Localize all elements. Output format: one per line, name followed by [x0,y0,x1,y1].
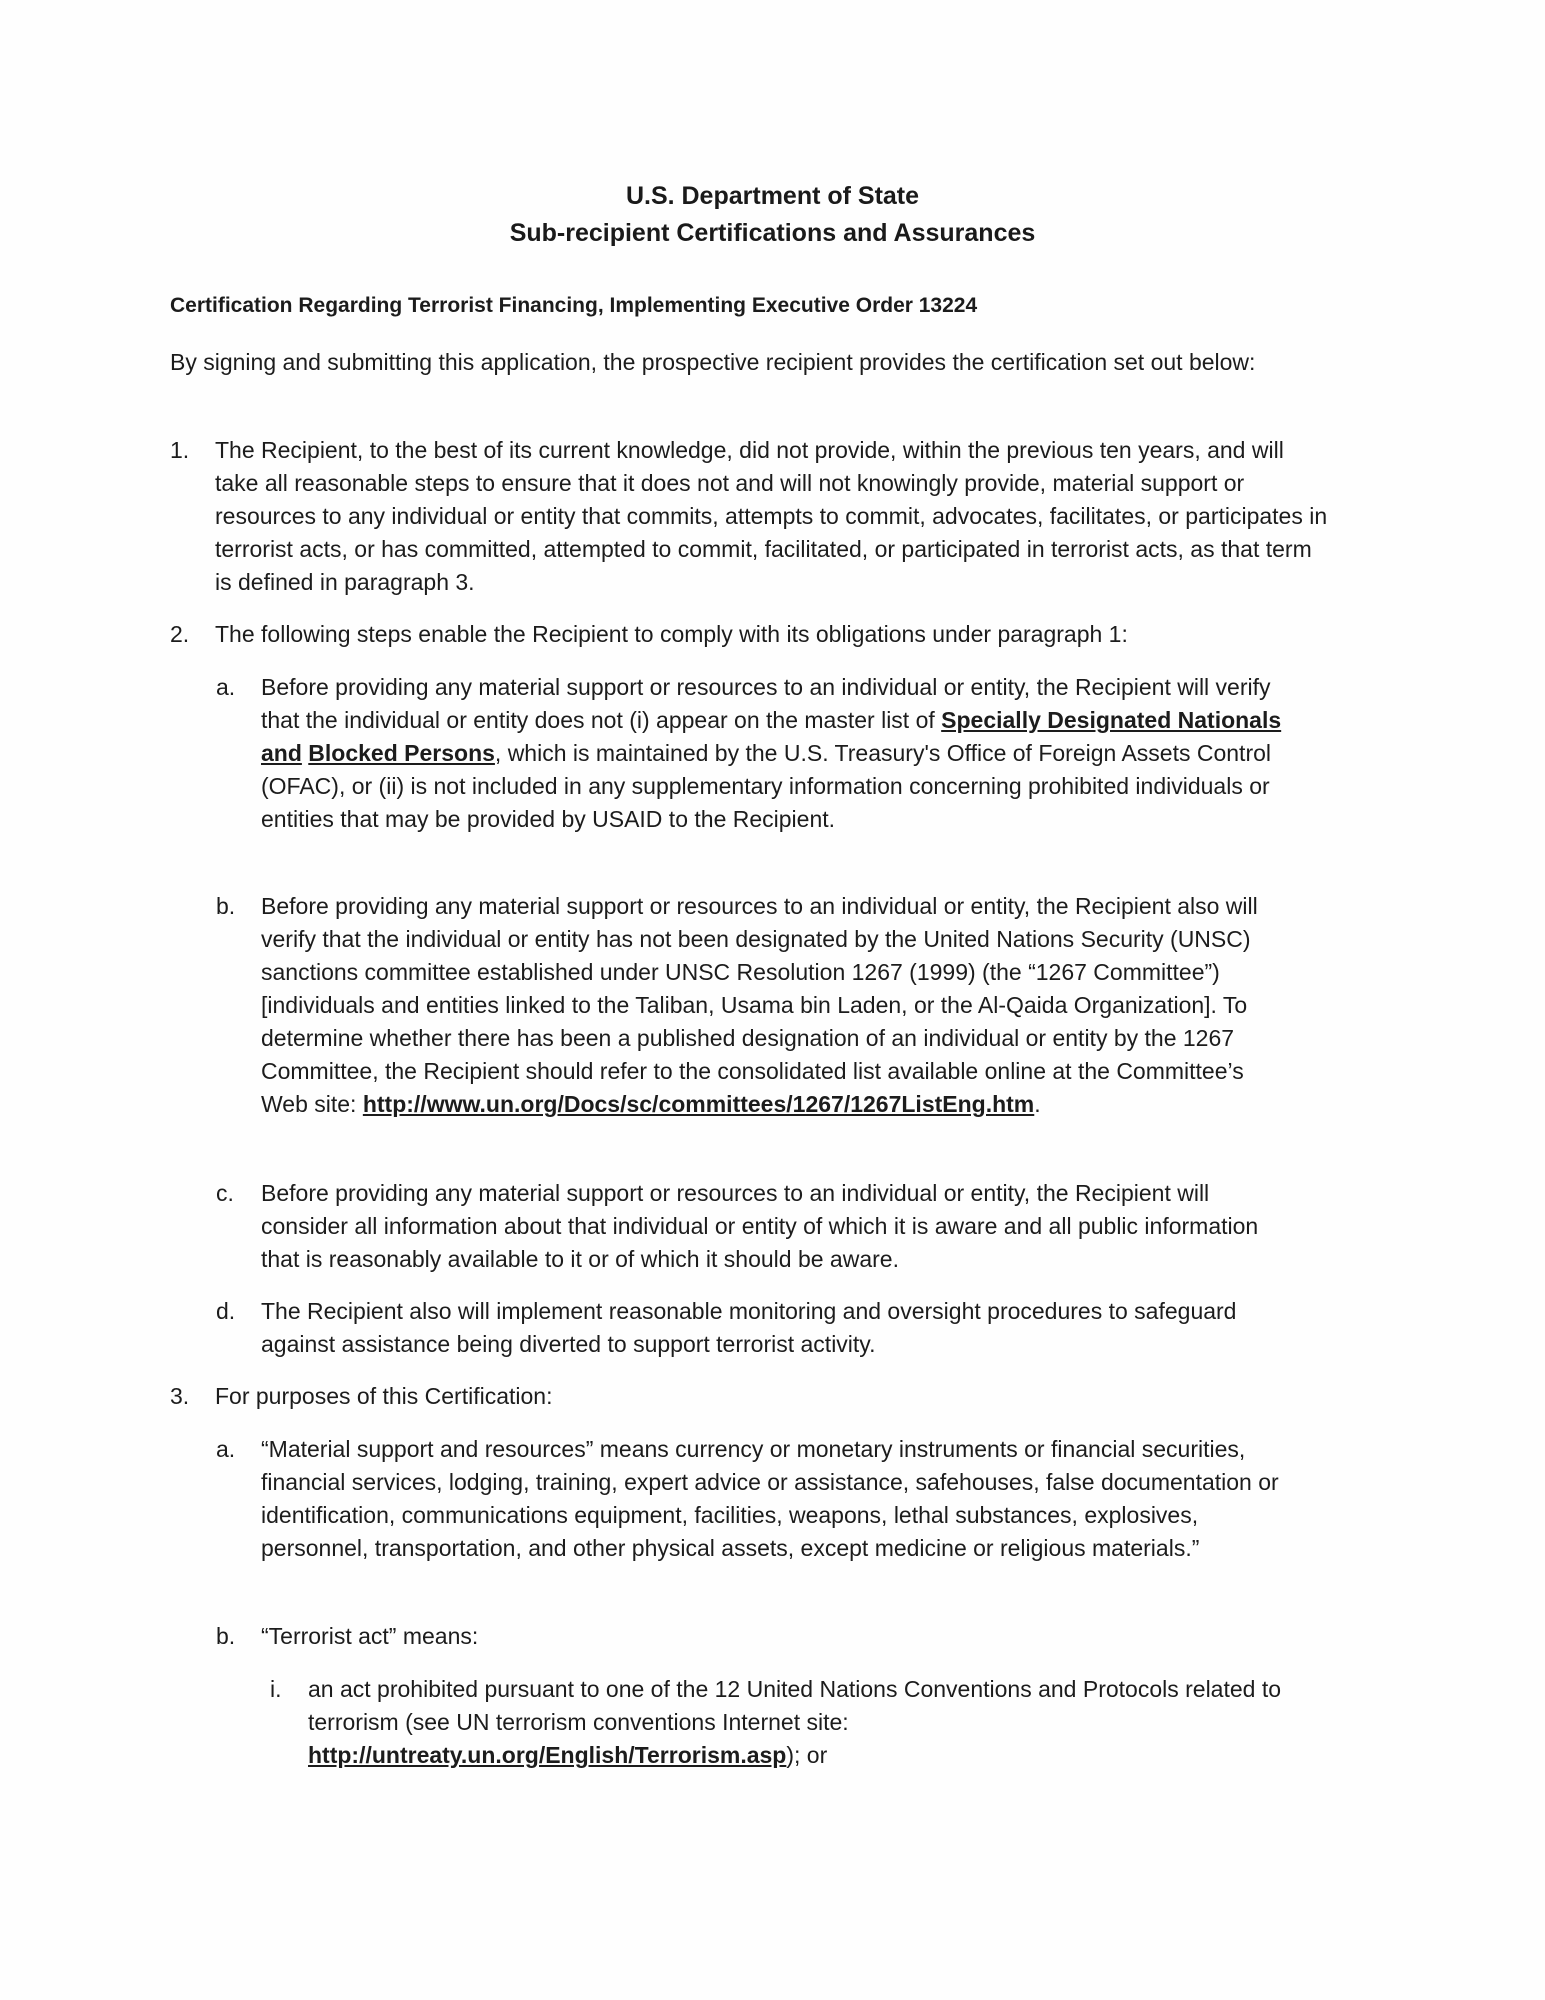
list-item-text [308,1673,1298,1772]
title-line-1: U.S. Department of State [625,182,920,210]
un-treaty-link[interactable]: http://untreaty.un.org/English/Terrorism.asp [308,1742,787,1768]
title-line-2: Sub-recipient Certifications and Assurances [509,219,1036,247]
text-segment: . [1034,1091,1041,1117]
un-committee-link[interactable]: http://www.un.org/Docs/sc/committees/1267/1267ListEng.htm [362,1091,1035,1117]
list-marker: 1. [170,437,190,463]
list-marker: b. [216,893,236,919]
list-marker: 2. [170,621,190,647]
text-segment: ); or [786,1742,828,1768]
list-item-text: “Terrorist act” means: [261,1623,479,1649]
list-item-text: “Material support and resources” means currency or monetary instruments or financial securities, financial services, lodging, training, expert advice or assistance, safehouses, false documentation or identification, communications equipment, facilities, weapons, lethal substances, explosives, personnel, transportation, and other physical assets, except medicine or religious materials.” [261,1436,1279,1561]
text-segment: an act prohibited pursuant to one of the 12 United Nations Conventions and Protocols related to terrorism (see UN terrorism conventions Internet site: [308,1676,1282,1735]
list-item-text: The following steps enable the Recipient to comply with its obligations under paragraph 1: [215,621,1128,647]
list-marker: a. [216,1436,236,1462]
document-title [0,178,1545,252]
list-marker: c. [216,1180,234,1206]
sdn-list-link[interactable]: Specially Designated Nationals and [261,707,1282,766]
list-item-text [261,671,1291,836]
section-heading: Certification Regarding Terrorist Financing, Implementing Executive Order 13224 [170,294,978,317]
blocked-persons-link[interactable]: Blocked Persons [308,740,495,766]
list-item-text [261,890,1291,1121]
text-segment: Before providing any material support or resources to an individual or entity, the Recipient also will verify that the individual or entity has not been designated by the United Nations Security (UNSC) sanctions committee established under UNSC Resolution 1267 (1999) (the “1267 Committee”) [individuals and entities linked to the Taliban, Usama bin Laden, or the Al-Qaida Organization]. To determine whether there has been a published designation of an individual or entity by the 1267 Committee, the Recipient should refer to the consolidated list available online at the Committee’s Web site: [261,893,1258,1117]
list-marker: i. [270,1676,282,1702]
list-marker: d. [216,1298,236,1324]
list-item-text: The Recipient, to the best of its current knowledge, did not provide, within the previous ten years, and will take all reasonable steps to ensure that it does not and will not knowingly provide, material support or resources to any individual or entity that commits, attempts to commit, advocates, facilitates, or participates in terrorist acts, or has committed, attempted to commit, facilitated, or participated in terrorist acts, as that term is defined in paragraph 3. [215,437,1328,595]
intro-paragraph: By signing and submitting this application, the prospective recipient provides the certification set out below: [170,349,1256,375]
list-item-text: For purposes of this Certification: [215,1383,553,1409]
list-marker: b. [216,1623,236,1649]
list-item-text: The Recipient also will implement reasonable monitoring and oversight procedures to safeguard against assistance being diverted to support terrorist activity. [261,1298,1237,1357]
list-marker: a. [216,674,236,700]
list-item-text: Before providing any material support or resources to an individual or entity, the Recipient will consider all information about that individual or entity of which it is aware and all public information that is reasonably available to it or of which it should be aware. [261,1180,1259,1272]
text-segment: Before providing any material support or resources to an individual or entity, the Recipient will verify that the individual or entity does not (i) appear on the master list of [261,674,1271,733]
list-marker: 3. [170,1383,190,1409]
text-segment: , which is maintained by the U.S. Treasury's Office of Foreign Assets Control (OFAC), or (ii) is not included in any supplementary information concerning prohibited individuals or entities that may be provided by USAID to the Recipient. [261,740,1272,832]
